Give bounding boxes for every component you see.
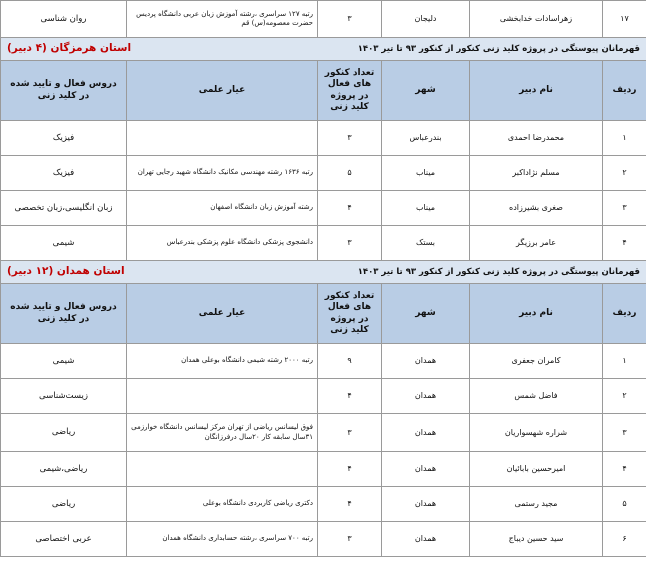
cell-teacher-name: سید حسین دیباج	[470, 522, 603, 557]
cell-row-number: ۱	[603, 344, 646, 379]
header-teacher-name: نام دبیر	[470, 284, 603, 344]
cell-teacher-name: زهراسادات خدابخشی	[470, 1, 603, 38]
cell-row-number: ۳	[603, 191, 646, 226]
header-city: شهر	[382, 284, 470, 344]
section-description: قهرمانان پیوستگی در پروژه کلید زنی کنکور از کنکور ۹۳ تا تیر ۱۴۰۳	[357, 266, 640, 277]
cell-lessons: ریاضی	[1, 414, 127, 452]
table-row	[1, 191, 646, 226]
cell-exam-count: ۴	[318, 487, 382, 522]
header-teacher-name: نام دبیر	[470, 61, 603, 121]
cell-academic-credit: رتبه ۷۰۰ سراسری ،رشته حسابداری دانشگاه همدان	[127, 522, 318, 557]
table-row	[1, 1, 646, 38]
cell-city: همدان	[382, 379, 470, 414]
cell-academic-credit: دکتری ریاضی کاربردی دانشگاه بوعلی	[127, 487, 318, 522]
cell-academic-credit	[127, 121, 318, 156]
cell-academic-credit: رتبه ۲۰۰۰ رشته شیمی دانشگاه بوعلی همدان	[127, 344, 318, 379]
cell-academic-credit: رشته آموزش زبان دانشگاه اصفهان	[127, 191, 318, 226]
header-lessons: دروس فعال و تایید شده در کلید زنی	[1, 61, 127, 121]
cell-exam-count: ۳	[318, 121, 382, 156]
cell-city: دلیجان	[382, 1, 470, 38]
section-title: استان هرمزگان (۴ دبیر)	[7, 42, 132, 55]
header-academic-credit: عیار علمی	[127, 61, 318, 121]
cell-lessons: ریاضی،شیمی	[1, 452, 127, 487]
cell-exam-count: ۹	[318, 344, 382, 379]
cell-lessons: شیمی	[1, 226, 127, 261]
cell-row-number: ۱۷	[603, 1, 646, 38]
cell-row-number: ۴	[603, 226, 646, 261]
cell-city: همدان	[382, 522, 470, 557]
cell-lessons: شیمی	[1, 344, 127, 379]
cell-row-number: ۶	[603, 522, 646, 557]
table-header-row	[1, 61, 646, 121]
cell-teacher-name: امیرحسین بابائیان	[470, 452, 603, 487]
cell-teacher-name: صغری بشیرزاده	[470, 191, 603, 226]
section-band	[1, 38, 646, 61]
cell-row-number: ۲	[603, 156, 646, 191]
cell-teacher-name: کامران جعفری	[470, 344, 603, 379]
cell-row-number: ۱	[603, 121, 646, 156]
section-band	[1, 261, 646, 284]
cell-city: میناب	[382, 191, 470, 226]
cell-row-number: ۳	[603, 414, 646, 452]
cell-exam-count: ۳	[318, 226, 382, 261]
cell-academic-credit: رتبه ۱۶۳۶ رشته مهندسی مکانیک دانشگاه شهید رجایی تهران	[127, 156, 318, 191]
cell-teacher-name: محمدرضا احمدی	[470, 121, 603, 156]
cell-academic-credit: فوق لیسانس ریاضی از تهران مرکز لیسانس دانشگاه خوارزمی ۳۱سال سابقه کار ۲۰سال درفرزانگان	[127, 414, 318, 452]
cell-exam-count: ۴	[318, 191, 382, 226]
section-title: استان همدان (۱۲ دبیر)	[7, 265, 125, 278]
header-row-number: ردیف	[603, 61, 646, 121]
cell-teacher-name: فاضل شمس	[470, 379, 603, 414]
cell-city: بندرعباس	[382, 121, 470, 156]
cell-lessons: ریاضی	[1, 487, 127, 522]
table-row	[1, 379, 646, 414]
table-row	[1, 226, 646, 261]
header-row-number: ردیف	[603, 284, 646, 344]
cell-lessons: روان شناسی	[1, 1, 127, 38]
cell-teacher-name: عامر برزیگر	[470, 226, 603, 261]
cell-lessons: فیزیک	[1, 156, 127, 191]
header-academic-credit: عیار علمی	[127, 284, 318, 344]
table-row	[1, 487, 646, 522]
cell-academic-credit	[127, 452, 318, 487]
cell-city: بستک	[382, 226, 470, 261]
cell-teacher-name: مجید رستمی	[470, 487, 603, 522]
cell-lessons: فیزیک	[1, 121, 127, 156]
cell-city: همدان	[382, 452, 470, 487]
cell-teacher-name: شراره شهسواریان	[470, 414, 603, 452]
cell-lessons: زبان انگلیسی،زبان تخصصی	[1, 191, 127, 226]
table-row	[1, 522, 646, 557]
table-row	[1, 156, 646, 191]
cell-city: همدان	[382, 344, 470, 379]
table-header-row	[1, 284, 646, 344]
cell-lessons: عربی اختصاصی	[1, 522, 127, 557]
cell-teacher-name: مسلم نژاداکبر	[470, 156, 603, 191]
cell-city: میناب	[382, 156, 470, 191]
cell-city: همدان	[382, 414, 470, 452]
cell-row-number: ۲	[603, 379, 646, 414]
cell-row-number: ۵	[603, 487, 646, 522]
table-row	[1, 414, 646, 452]
table-row	[1, 121, 646, 156]
cell-academic-credit: دانشجوی پزشکی دانشگاه علوم پزشکی بندرعباس	[127, 226, 318, 261]
cell-city: همدان	[382, 487, 470, 522]
header-lessons: دروس فعال و تایید شده در کلید زنی	[1, 284, 127, 344]
table-row	[1, 344, 646, 379]
cell-exam-count: ۳	[318, 522, 382, 557]
cell-exam-count: ۳	[318, 414, 382, 452]
cell-academic-credit: رتبه ۱۲۷ سراسری ،رشته آموزش زبان عربی دانشگاه پردیس حضرت معصومه(س) قم	[127, 1, 318, 38]
cell-exam-count: ۵	[318, 156, 382, 191]
header-exam-count: تعداد کنکور های فعال در پروژه کلید زنی	[318, 284, 382, 344]
cell-academic-credit	[127, 379, 318, 414]
cell-row-number: ۴	[603, 452, 646, 487]
header-city: شهر	[382, 61, 470, 121]
cell-exam-count: ۴	[318, 452, 382, 487]
cell-exam-count: ۴	[318, 379, 382, 414]
table-row	[1, 452, 646, 487]
section-description: قهرمانان پیوستگی در پروژه کلید زنی کنکور از کنکور ۹۳ تا تیر ۱۴۰۳	[357, 43, 640, 54]
cell-lessons: زیست‌شناسی	[1, 379, 127, 414]
cell-exam-count: ۳	[318, 1, 382, 38]
header-exam-count: تعداد کنکور های فعال در پروژه کلید زنی	[318, 61, 382, 121]
